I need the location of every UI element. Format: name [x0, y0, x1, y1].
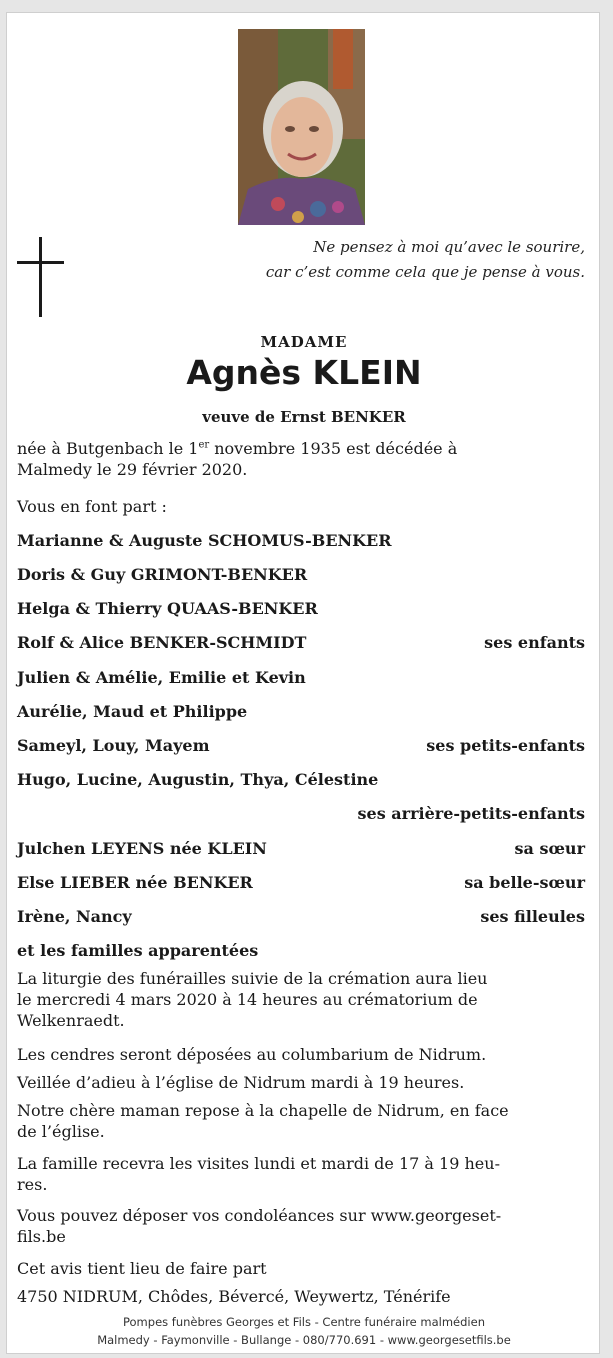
family-row: Helga & Thierry QUAAS-BENKER — [17, 599, 318, 618]
footer-line-1: Pompes funèbres Georges et Fils - Centre funéraire malmédien — [123, 1315, 485, 1329]
family-row: et les familles apparentées — [17, 941, 259, 960]
family-row: Aurélie, Maud et Philippe — [17, 702, 248, 721]
deceased-name: Agnès KLEIN — [186, 353, 422, 392]
quote-line-1: Ne pensez à moi qu’avec le sourire, — [313, 238, 585, 256]
title-madame: MADAME — [260, 333, 348, 351]
visits-text: La famille recevra les visites lundi et mardi de 17 à 19 heu- res. — [17, 1154, 500, 1194]
ashes-text: Les cendres seront déposées au columbarium de Nidrum. — [17, 1045, 487, 1064]
family-row: Irène, Nancy ses filleules — [17, 907, 585, 926]
portrait-photo — [238, 29, 365, 225]
footer-line-2: Malmedy - Faymonville - Bullange - 080/770.691 - www.georgesetfils.be — [97, 1333, 511, 1347]
quote — [266, 235, 585, 285]
notice-text: Cet avis tient lieu de faire part — [17, 1259, 267, 1278]
vigil-text: Veillée d’adieu à l’église de Nidrum mardi à 19 heures. — [17, 1073, 465, 1092]
family-row: Else LIEBER née BENKER sa belle-sœur — [17, 873, 585, 892]
birth-death-text: née à Butgenbach le 1er novembre 1935 est décédée à Malmedy le 29 février 2020. — [17, 439, 458, 479]
obituary-card: Ne pensez à moi qu’avec le sourire, car c’est comme cela que je pense à vous. MADAME Agnès KLEIN veuve de Ernst BENKER née à Butgenbach le 1er novembre 1935 est décédée à Malmedy le 29 février 2020. Vous en font part : Marianne & Auguste SCHOMUS-BENKER Doris & Guy GRIMONT-BENKER Helga & Thierry QUAAS-BENKER Rolf & Alice BENKER-SCHMIDT ses enfants Julien & Amélie, Emilie et Kevin Aurélie, Maud et Philippe Sameyl, Louy, Mayem ses petits-enfants Hugo, Lucine, Augustin, Thya, Célestine ses arrière-petits-enfants Julchen LEYENS née KLEIN sa sœur Else LIEBER née BENKER sa belle-sœur Irène, Nancy ses filleules et les familles apparentées La liturgie des funérailles suivie de la crémation aura lieu le mercredi 4 mars 2020 à 14 heures au crématorium de Welkenraedt. Les cendres seront déposées au columbarium de Nidrum. Veillée d’adieu à l’église de Nidrum mardi à 19 heures. Notre chère maman repose à la chapelle de Nidrum, en face de l’église. La famille recevra les visites lundi et mardi de 17 à 19 heu- res. Vous pouvez déposer vos condoléances sur www.georgeset- fils.be Cet avis tient lieu de faire part 4750 NIDRUM, Chôdes, Bévercé, Weywertz, Ténérife Pompes funèbres Georges et Fils - Centre funéraire malmédien Malmedy - Faymonville - Bullange - 080/770.691 - www.georgesetfils.be — [6, 12, 600, 1354]
intro-text: Vous en font part : — [17, 497, 167, 516]
family-row: Hugo, Lucine, Augustin, Thya, Célestine — [17, 770, 379, 789]
liturgy-text: La liturgie des funérailles suivie de la crémation aura lieu le mercredi 4 mars 2020 à 14 heures au crématorium de Welkenraedt. — [17, 969, 488, 1030]
family-row: Marianne & Auguste SCHOMUS-BENKER — [17, 531, 392, 550]
family-row: Sameyl, Louy, Mayem ses petits-enfants — [17, 736, 585, 755]
widow-line: veuve de Ernst BENKER — [202, 408, 406, 426]
quote-line-2: car c’est comme cela que je pense à vous. — [265, 263, 585, 281]
address-text: 4750 NIDRUM, Chôdes, Bévercé, Weywertz, Ténérife — [17, 1287, 451, 1306]
family-row: Rolf & Alice BENKER-SCHMIDT ses enfants — [17, 633, 585, 652]
cross-icon — [39, 237, 42, 317]
rest-text: Notre chère maman repose à la chapelle de Nidrum, en face de l’église. — [17, 1101, 509, 1141]
family-row: Julchen LEYENS née KLEIN sa sœur — [17, 839, 585, 858]
cross-icon-bar — [17, 261, 64, 264]
family-row: Julien & Amélie, Emilie et Kevin — [17, 668, 306, 687]
funeral-home-footer — [7, 1313, 601, 1349]
family-row: Doris & Guy GRIMONT-BENKER — [17, 565, 308, 584]
condolences-text: Vous pouvez déposer vos condoléances sur www.georgeset- fils.be — [17, 1206, 502, 1246]
